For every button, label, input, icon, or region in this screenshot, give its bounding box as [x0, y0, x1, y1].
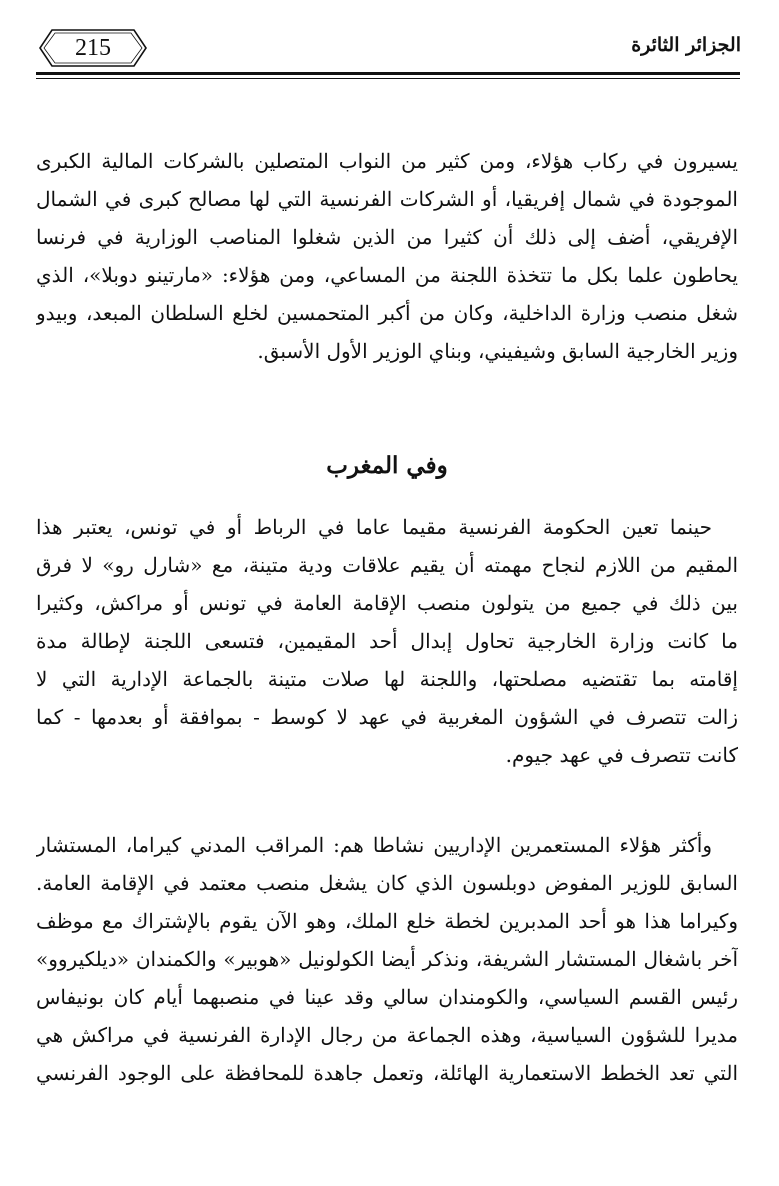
text-line: كانت تتصرف في عهد جيوم. [505, 743, 738, 767]
page-number: 215 [75, 35, 111, 61]
text-line: المقيم من اللازم لنجاح مهمته أن يقيم علاقات ودية متينة، مع «شارل رو» لا فرق [36, 553, 738, 577]
paragraph-3 [36, 826, 738, 1092]
text-line: ما كانت وزارة الخارجية تحاول إبدال أحد المقيمين، فتسعى اللجنة لإطالة مدة [36, 629, 738, 653]
text-line: بين ذلك في جميع من يتولون منصب الإقامة العامة في تونس أو مراكش، وكثيرا [36, 591, 738, 615]
text-line: زالت تتصرف في الشؤون المغربية في عهد لا كوسط - بموافقة أو بعدمها - كما [36, 705, 738, 729]
text-line: رئيس القسم السياسي، والكومندان سالي وقد عينا في منصبهما أيام كان بونيفاس [36, 985, 738, 1009]
text-line: وكيراما هذا هو أحد المدبرين لخطة خلع الملك، وهو الآن يقوم بالإشتراك مع موظف [36, 909, 738, 933]
text-line: مديرا للشؤون السياسية، وهذه الجماعة من رجال الإدارة الفرنسية في مراكش هي [36, 1023, 738, 1047]
text-line: حينما تعين الحكومة الفرنسية مقيما عاما في الرباط أو في تونس، يعتبر هذا [36, 515, 712, 539]
text-line: وزير الخارجية السابق وشيفيني، وبناي الوزير الأول الأسبق. [257, 339, 738, 363]
text-line: وأكثر هؤلاء المستعمرين الإداريين نشاطا هم: المراقب المدني كيراما، المستشار [36, 833, 712, 857]
header-rule-thin [36, 78, 740, 79]
text-line: التي تعد الخطط الاستعمارية الهائلة، وتعمل جاهدة للمحافظة على الوجود الفرنسي [36, 1061, 738, 1085]
text-line: يحاطون علما بكل ما تتخذة اللجنة من المساعي، ومن هؤلاء: «مارتينو دوبلا»، الذي [36, 263, 738, 287]
paragraph-1 [36, 142, 738, 370]
text-line: يسيرون في ركاب هؤلاء، ومن كثير من النواب المتصلين بالشركات المالية الكبرى [36, 149, 738, 173]
text-line: آخر باشغال المستشار الشريفة، ونذكر أيضا الكولونيل «هوبير» والكمندان «ديلكيروو» [36, 947, 738, 971]
text-line: الموجودة في شمال إفريقيا، أو الشركات الفرنسية التي لها مصالح كبرى في الشمال [36, 187, 738, 211]
text-line: السابق للوزير المفوض دوبلسون الذي كان يشغل منصب معتمد في الإقامة العامة. [36, 871, 738, 895]
text-line: إقامته بما تقتضيه مصلحتها، واللجنة لها صلات متينة بالجماعة الإدارية التي لا [36, 667, 738, 691]
text-line: الإفريقي، أضف إلى ذلك أن كثيرا من الذين شغلوا المناصب الوزارية في فرنسا [36, 225, 738, 249]
running-title: الجزائر الثائرة [631, 34, 741, 56]
text-line: شغل منصب وزارة الداخلية، وكان من أكبر المتحمسين لخلع السلطان المبعد، وبيدو [36, 301, 738, 325]
section-heading: وفي المغرب [326, 452, 448, 479]
paragraph-2 [36, 508, 738, 774]
header-rule-thick [36, 72, 740, 75]
page-number-badge [38, 28, 148, 68]
